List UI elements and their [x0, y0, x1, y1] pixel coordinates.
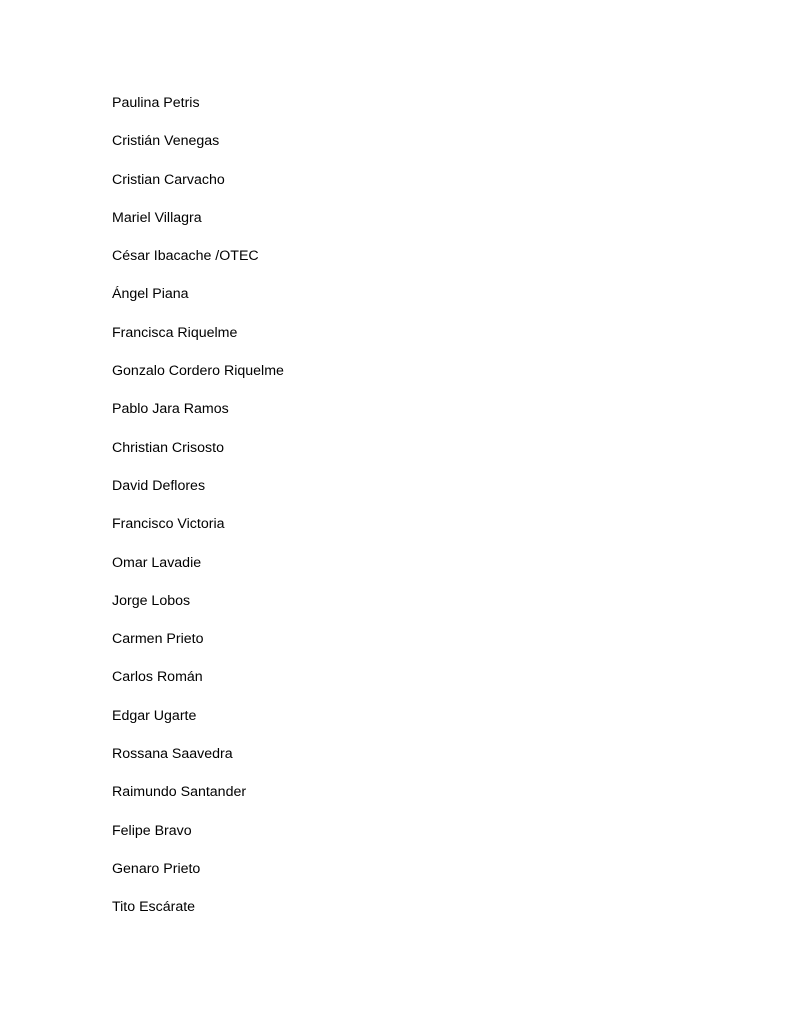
name-item: Rossana Saavedra	[112, 746, 233, 763]
name-item: Cristián Venegas	[112, 133, 220, 150]
name-item: Carmen Prieto	[112, 631, 204, 648]
name-item: Francisca Riquelme	[112, 324, 238, 341]
name-item: Paulina Petris	[112, 95, 200, 111]
name-item: Raimundo Santander	[112, 784, 247, 801]
name-item: Omar Lavadie	[112, 554, 202, 571]
name-item: Tito Escárate	[112, 899, 196, 916]
name-list	[112, 92, 284, 935]
name-item: Cristian Carvacho	[112, 171, 225, 188]
name-item: Christian Crisosto	[112, 439, 224, 456]
name-item: Felipe Bravo	[112, 822, 192, 839]
name-item: Ángel Piana	[112, 286, 189, 303]
name-item: Gonzalo Cordero Riquelme	[112, 363, 284, 380]
name-item: César Ibacache /OTEC	[112, 248, 259, 265]
name-item: Carlos Román	[112, 669, 203, 686]
name-item: David Deflores	[112, 477, 206, 494]
name-item: Genaro Prieto	[112, 860, 201, 877]
name-item: Jorge Lobos	[112, 592, 191, 609]
name-item: Pablo Jara Ramos	[112, 401, 229, 418]
name-item: Edgar Ugarte	[112, 707, 197, 724]
name-item: Francisco Victoria	[112, 516, 225, 533]
name-item: Mariel Villagra	[112, 209, 202, 226]
